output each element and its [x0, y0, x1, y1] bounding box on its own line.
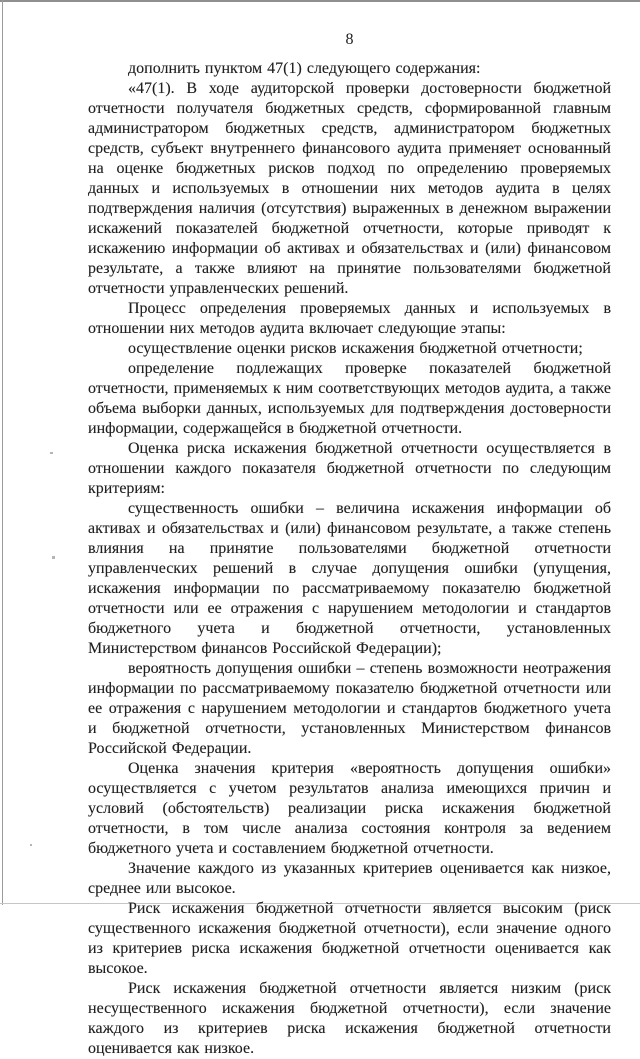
paragraph: Процесс определения проверяемых данных и используемых в отношении них методов аудита включает следующие этапы: [88, 300, 611, 337]
paragraph: Риск искажения бюджетной отчетности является низким (риск несущественного искажения бюджетной отчетности), если значение каждого из критериев риска искажения бюджетной отчетности оценивается как низкое. [88, 980, 611, 1057]
paragraph: осуществление оценки рисков искажения бюджетной отчетности; [128, 340, 583, 357]
scan-edge-top [0, 0, 640, 2]
paragraph: Значение каждого из указанных критериев оценивается как низкое, среднее или высокое. [88, 860, 611, 897]
paragraph: существенность ошибки – величина искажения информации об активах и обязательствах и (или) финансовом результате, а также степень влияния на принятие пользователями бюджетной отчетности управленческих решений в случае допущения ошибки (упущения, искажения информации по рассматриваемому показателю бюджетной отчетности или ее отражения с нарушением методологии и стандартов бюджетного учета и бюджетной отчетности, установленных Министерством финансов Российской Федерации); [88, 500, 611, 657]
page-number: 8 [345, 31, 354, 48]
document-body [88, 30, 611, 1059]
scan-speckle [30, 844, 32, 846]
paragraph: Оценка риска искажения бюджетной отчетности осуществляется в отношении каждого показателя бюджетной отчетности по следующим критериям: [88, 440, 611, 497]
paragraph: Оценка значения критерия «вероятность допущения ошибки» осуществляется с учетом результатов анализа имеющихся причин и условий (обстоятельств) реализации риска искажения бюджетной отчетности, в том числе анализа состояния контроля за ведением бюджетного учета и составлением бюджетной отчетности. [88, 760, 611, 857]
scan-edge-left [2, 0, 3, 905]
scan-speckle [52, 556, 55, 559]
paragraph: дополнить пунктом 47(1) следующего содержания: [128, 60, 481, 77]
paragraph: определение подлежащих проверке показателей бюджетной отчетности, применяемых к ним соответствующих методов аудита, а также объема выборки данных, используемых для подтверждения достоверности информации, содержащейся в бюджетной отчетности. [88, 360, 611, 437]
scan-speckle [50, 452, 53, 454]
paragraph: «47(1). В ходе аудиторской проверки достоверности бюджетной отчетности получателя бюджетных средств, сформированной главным администратором бюджетных средств, администратором бюджетных средств, субъект внутреннего финансового аудита применяет основанный на оценке бюджетных рисков подход по определению проверяемых данных и используемых в отношении них методов аудита в целях подтверждения наличия (отсутствия) выраженных в денежном выражении искажений показателей бюджетной отчетности, которые приводят к искажению информации об активах и обязательствах и (или) финансовом результате, а также влияют на принятие пользователями бюджетной отчетности управленческих решений. [88, 80, 611, 297]
paragraph: вероятность допущения ошибки – степень возможности неотражения информации по рассматриваемому показателю бюджетной отчетности или ее отражения с нарушением методологии и стандартов бюджетного учета и бюджетной отчетности, установленных Министерством финансов Российской Федерации. [88, 660, 611, 757]
paragraph: Риск искажения бюджетной отчетности является высоким (риск существенного искажения бюджетной отчетности), если значение одного из критериев риска искажения бюджетной отчетности оценивается как высокое. [88, 900, 611, 977]
